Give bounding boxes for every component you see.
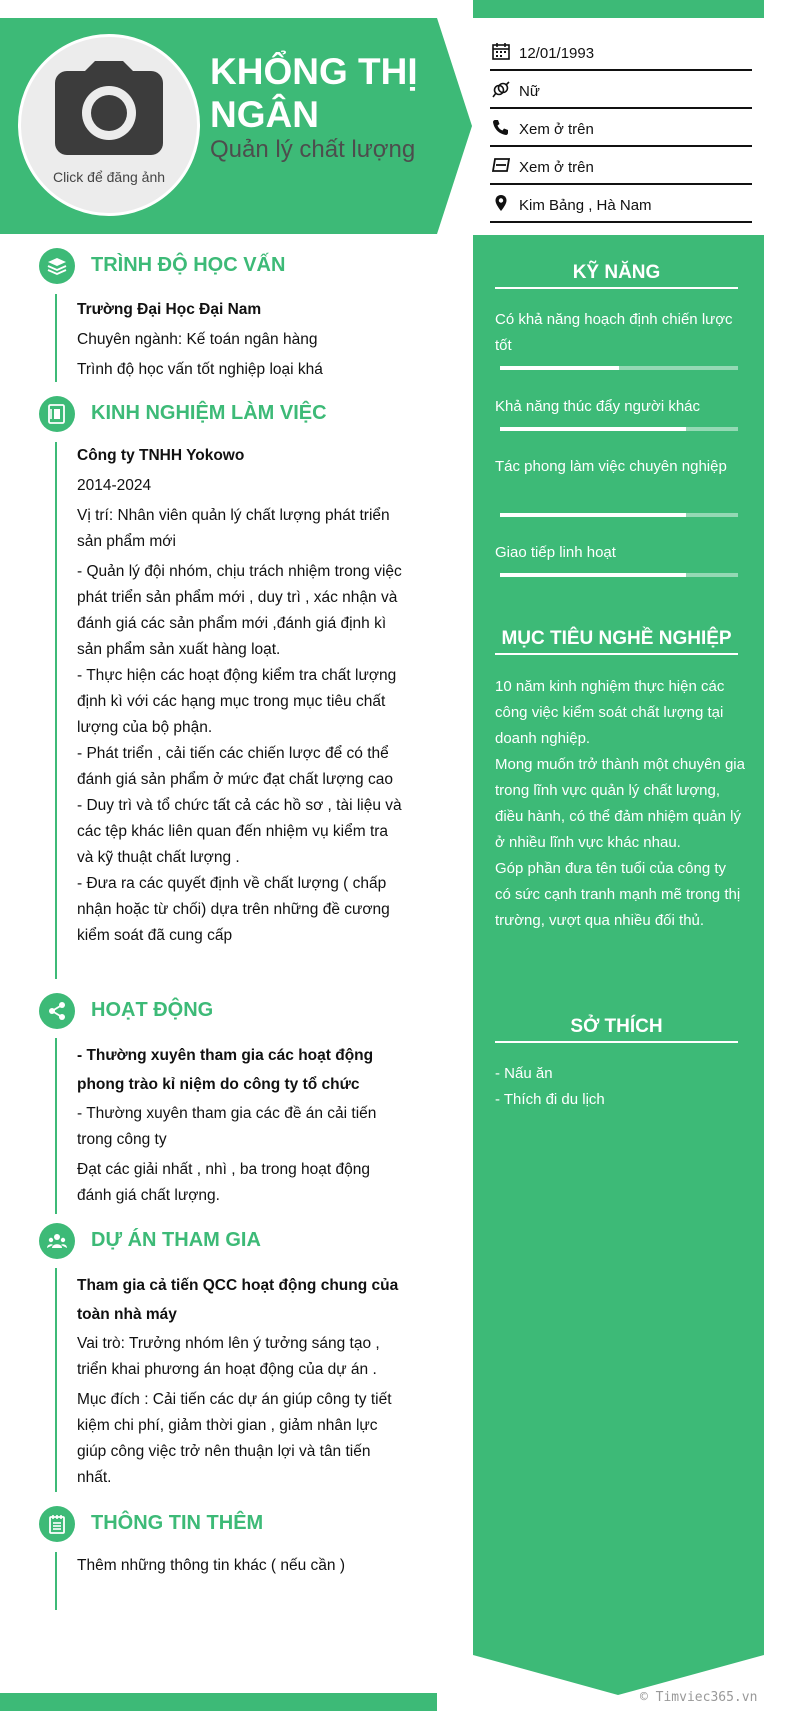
skills-heading: KỸ NĂNG bbox=[495, 262, 738, 289]
objective-text bbox=[495, 674, 745, 934]
email-icon bbox=[492, 156, 510, 174]
camera-icon bbox=[55, 61, 163, 157]
activity-item: Đạt các giải nhất , nhì , ba trong hoạt động đánh giá chất lượng. bbox=[77, 1161, 370, 1204]
job-title: Quản lý chất lượng bbox=[210, 136, 416, 163]
duty-item: - Đưa ra các quyết định về chất lượng ( chấp nhận hoặc từ chối) dựa trên những đề cương kiểm soát đã cung cấp bbox=[77, 875, 390, 944]
education-heading: TRÌNH ĐỘ HỌC VẤN bbox=[91, 254, 286, 276]
contact-value: 12/01/1993 bbox=[519, 45, 595, 62]
skill-level-bar bbox=[500, 427, 738, 431]
objective-paragraph: Mong muốn trở thành một chuyên gia trong lĩnh vực quản lý chất lượng, điều hành, có thể đảm nhiệm quản lý ở nhiều lĩnh vực khác nhau. bbox=[495, 756, 745, 851]
work-period: 2014-2024 bbox=[77, 477, 152, 494]
hobbies-list bbox=[495, 1061, 745, 1113]
objective-heading: MỤC TIÊU NGHỀ NGHIỆP bbox=[495, 628, 738, 655]
hobby-item: - Thích đi du lịch bbox=[495, 1091, 605, 1108]
experience-content bbox=[77, 443, 407, 949]
skill-level-fill bbox=[500, 573, 686, 577]
contact-address bbox=[490, 187, 752, 223]
objective-paragraph: Góp phần đưa tên tuổi của công ty có sức cạnh tranh mạnh mẽ trong thị trường, vượt qua nhiều đối thủ. bbox=[495, 860, 741, 929]
skill-name: Tác phong làm việc chuyên nghiệp bbox=[495, 458, 727, 475]
hobby-item: - Nấu ăn bbox=[495, 1065, 553, 1082]
education-timeline bbox=[55, 294, 57, 382]
contact-birthday bbox=[490, 35, 752, 71]
contact-email bbox=[490, 149, 752, 185]
project-heading: Tham gia cả tiến QCC hoạt động chung của toàn nhà máy bbox=[77, 1277, 399, 1323]
activities-heading: HOẠT ĐỘNG bbox=[91, 999, 214, 1021]
contact-value: Nữ bbox=[519, 83, 540, 100]
skill-name: Giao tiếp linh hoạt bbox=[495, 544, 616, 561]
extra-content bbox=[77, 1553, 407, 1583]
top-accent-strip bbox=[473, 0, 764, 18]
skill-level-fill bbox=[500, 366, 619, 370]
extra-text: Thêm những thông tin khác ( nếu cần ) bbox=[77, 1557, 346, 1574]
contact-gender bbox=[490, 73, 752, 109]
extra-heading: THÔNG TIN THÊM bbox=[91, 1512, 264, 1534]
activities-content bbox=[77, 1041, 407, 1213]
skill-name: Khả năng thúc đẩy người khác bbox=[495, 398, 701, 415]
experience-heading: KINH NGHIỆM LÀM VIỆC bbox=[91, 402, 327, 424]
contact-value: Kim Bảng , Hà Nam bbox=[519, 197, 652, 214]
location-icon bbox=[492, 194, 510, 212]
duty-item: - Thực hiện các hoạt động kiểm tra chất lượng định kì với các hạng mục trong mục tiêu chất lượng của bộ phận. bbox=[77, 667, 397, 736]
photo-caption: Click để đăng ảnh bbox=[52, 169, 166, 185]
team-icon bbox=[39, 1223, 75, 1259]
candidate-name: KHỔNG THỊ NGÂN bbox=[210, 51, 418, 135]
education-icon bbox=[39, 248, 75, 284]
calendar-icon bbox=[492, 42, 510, 60]
projects-content bbox=[77, 1271, 407, 1495]
notes-icon bbox=[39, 1506, 75, 1542]
major: Chuyên ngành: Kế toán ngân hàng bbox=[77, 331, 318, 348]
school-name: Trường Đại Học Đại Nam bbox=[77, 301, 262, 318]
objective-paragraph: 10 năm kinh nghiệm thực hiện các công việc kiểm soát chất lượng tại doanh nghiệp. bbox=[495, 678, 725, 747]
project-role: Vai trò: Trưởng nhóm lên ý tưởng sáng tạo , triển khai phương án hoạt động của dự án . bbox=[77, 1335, 380, 1378]
experience-timeline bbox=[55, 442, 57, 979]
project-purpose: Mục đích : Cải tiến các dự án giúp công ty tiết kiệm chi phí, giảm thời gian , giảm nhân lực giúp công việc trở nên thuận lợi và tân tiến nhất. bbox=[77, 1391, 392, 1486]
contact-value: Xem ở trên bbox=[519, 159, 594, 176]
extra-timeline bbox=[55, 1552, 57, 1610]
company-name: Công ty TNHH Yokowo bbox=[77, 447, 245, 464]
activity-item: - Thường xuyên tham gia các đề án cải tiến trong công ty bbox=[77, 1105, 377, 1148]
profile-photo-upload[interactable] bbox=[18, 34, 200, 216]
gender-icon bbox=[492, 80, 510, 98]
duty-item: - Quản lý đội nhóm, chịu trách nhiệm trong việc phát triển sản phẩm mới , duy trì , xác nhận và đánh giá các sản phẩm mới ,đánh giá định kì sản phẩm sản xuất hàng loạt. bbox=[77, 563, 402, 658]
skill-level-fill bbox=[500, 513, 686, 517]
duty-item: - Phát triển , cải tiến các chiến lược để có thể đánh giá sản phẩm ở mức đạt chất lượng cao bbox=[77, 745, 393, 788]
bottom-accent-strip bbox=[0, 1693, 437, 1711]
work-position: Vị trí: Nhân viên quản lý chất lượng phát triển sản phẩm mới bbox=[77, 507, 390, 550]
share-icon bbox=[39, 993, 75, 1029]
duty-item: - Duy trì và tổ chức tất cả các hồ sơ , tài liệu và các tệp khác liên quan đến nhiệm vụ kiểm tra và kỹ thuật chất lượng . bbox=[77, 797, 402, 866]
contact-phone bbox=[490, 111, 752, 147]
phone-icon bbox=[492, 118, 510, 136]
skill-level-fill bbox=[500, 427, 686, 431]
contact-value: Xem ở trên bbox=[519, 121, 594, 138]
hobbies-heading: SỞ THÍCH bbox=[495, 1016, 738, 1043]
footer-watermark: © Timviec365.vn bbox=[640, 1690, 758, 1705]
education-content bbox=[77, 297, 407, 387]
activities-timeline bbox=[55, 1038, 57, 1214]
projects-heading: DỰ ÁN THAM GIA bbox=[91, 1229, 261, 1251]
activity-heading: - Thường xuyên tham gia các hoạt động phong trào kỉ niệm do công ty tổ chức bbox=[77, 1047, 374, 1093]
projects-timeline bbox=[55, 1268, 57, 1492]
experience-icon bbox=[39, 396, 75, 432]
skill-level-bar bbox=[500, 366, 738, 370]
skill-level-bar bbox=[500, 513, 738, 517]
skill-level-bar bbox=[500, 573, 738, 577]
grade: Trình độ học vấn tốt nghiệp loại khá bbox=[77, 361, 323, 378]
skill-name: Có khả năng hoạch định chiến lược tốt bbox=[495, 311, 733, 354]
